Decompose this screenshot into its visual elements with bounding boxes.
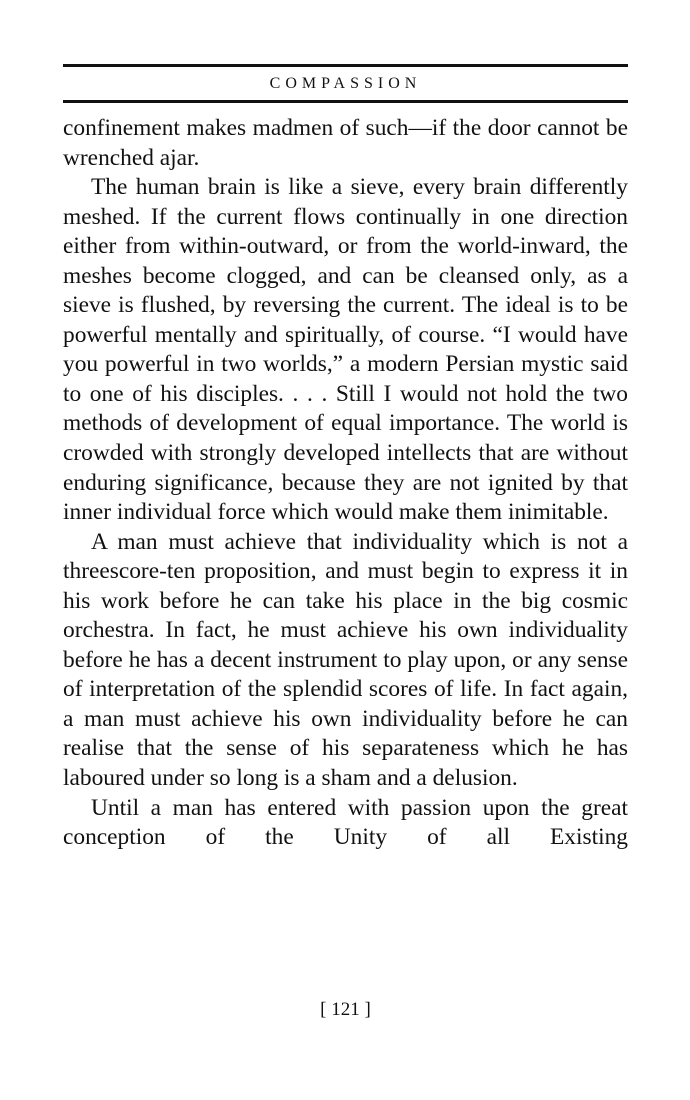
body-text	[63, 114, 628, 853]
paragraph-sieve: The human brain is like a sieve, every brain differently meshed. If the current flows continually in one direction either from within-outward, or from the world-inward, the meshes become clogged, and can be cleansed only, as a sieve is flushed, by reversing the current. The ideal is to be powerful mentally and spiritually, of course. “I would have you powerful in two worlds,” a modern Persian mystic said to one of his disciples. . . . Still I would not hold the two methods of development of equal importance. The world is crowded with strongly developed intellects that are without enduring significance, because they are not ignited by that inner individual force which would make them inimitable.	[63, 174, 628, 526]
page-number: [ 121 ]	[320, 999, 371, 1020]
running-head: COMPASSION	[269, 75, 422, 92]
header-rule-top	[63, 64, 628, 67]
paragraph-continuation: confinement makes madmen of such—if the door cannot be wrenched ajar.	[63, 115, 628, 171]
paragraph-individuality: A man must achieve that individuality which is not a threescore-ten proposition, and must begin to express it in his work before he can take his place in the big cosmic orchestra. In fact, he must achieve his own individuality before he has a decent instrument to play upon, or any sense of interpretation of the splendid scores of life. In fact again, a man must achieve his own individuality before he can realise that the sense of his separateness which he has laboured under so long is a sham and a delusion.	[63, 528, 628, 792]
header-rule-bottom	[63, 100, 628, 103]
paragraph-unity: Until a man has entered with passion upon the great conception of the Unity of all Existing	[63, 794, 628, 851]
